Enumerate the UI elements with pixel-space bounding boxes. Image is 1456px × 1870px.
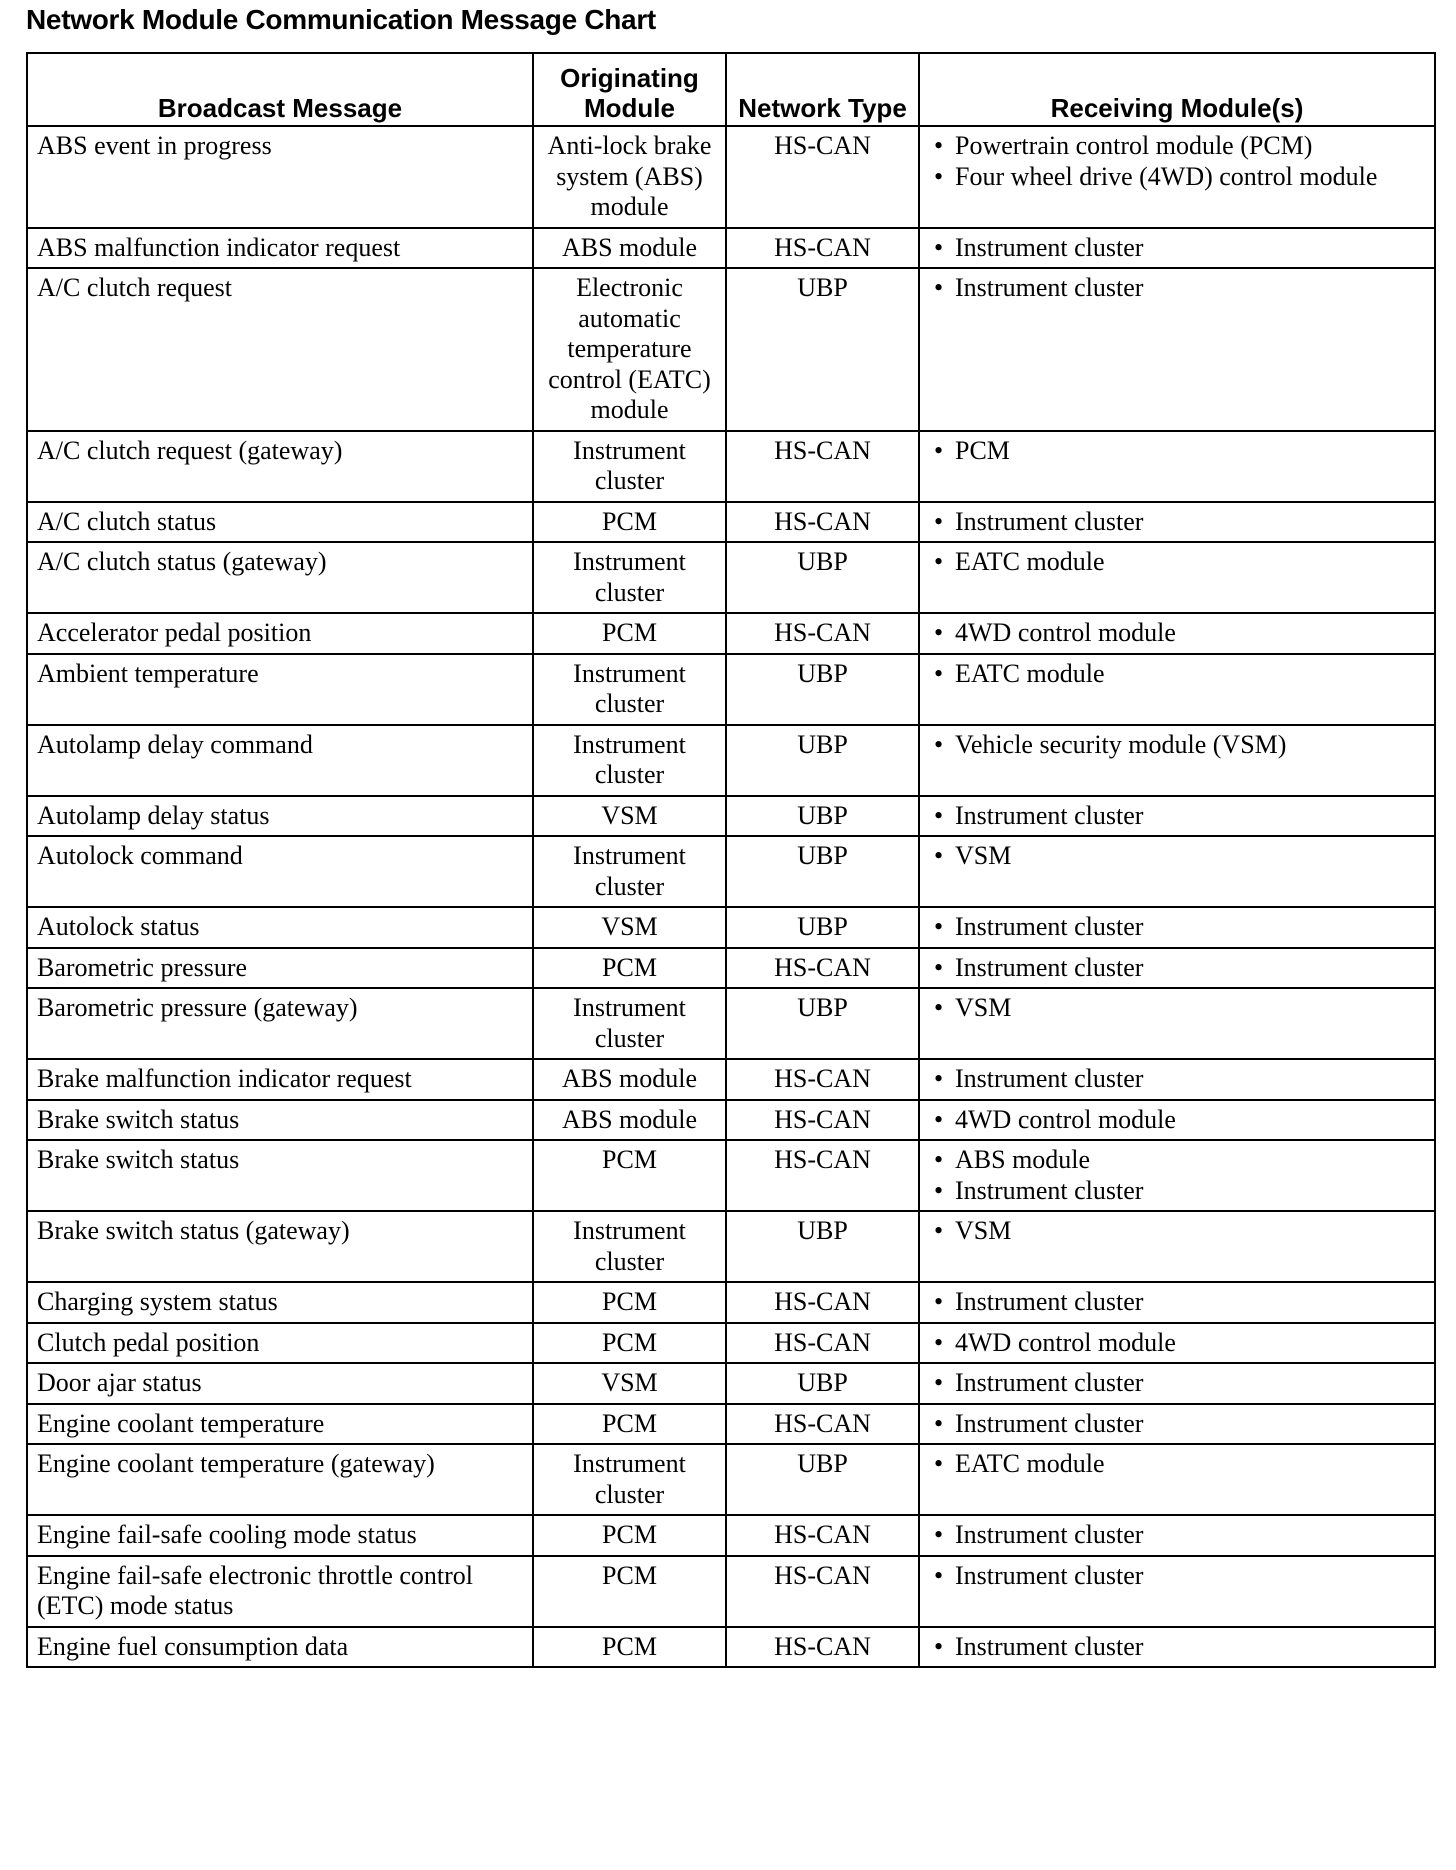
table-row <box>27 1515 1435 1556</box>
originating-module-cell: Instrument cluster <box>533 836 726 907</box>
receiving-modules-list <box>928 273 1426 304</box>
broadcast-message-cell: Accelerator pedal position <box>27 613 533 654</box>
receiving-module-item: • 4WD control module <box>928 1105 1426 1136</box>
table-row <box>27 502 1435 543</box>
receiving-modules-cell <box>919 1140 1435 1211</box>
receiving-modules-cell <box>919 1404 1435 1445</box>
network-type-cell: UBP <box>726 654 919 725</box>
receiving-modules-cell <box>919 988 1435 1059</box>
receiving-modules-cell <box>919 542 1435 613</box>
broadcast-message-cell: Brake malfunction indicator request <box>27 1059 533 1100</box>
receiving-module-item: • Instrument cluster <box>928 953 1426 984</box>
column-header-broadcast-message: Broadcast Message <box>27 53 533 126</box>
originating-module-cell: PCM <box>533 1515 726 1556</box>
header-row <box>27 53 1435 126</box>
receiving-modules-list <box>928 1145 1426 1206</box>
receiving-module-item: • Instrument cluster <box>928 912 1426 943</box>
table-row <box>27 1100 1435 1141</box>
broadcast-message-cell: A/C clutch request (gateway) <box>27 431 533 502</box>
network-type-cell: UBP <box>726 907 919 948</box>
table-row <box>27 1282 1435 1323</box>
network-type-cell: HS-CAN <box>726 1282 919 1323</box>
receiving-module-item: • EATC module <box>928 659 1426 690</box>
receiving-modules-cell <box>919 268 1435 431</box>
originating-module-cell: Anti-lock brake system (ABS) module <box>533 126 726 228</box>
broadcast-message-cell: Door ajar status <box>27 1363 533 1404</box>
broadcast-message-cell: Brake switch status <box>27 1140 533 1211</box>
receiving-module-item: • EATC module <box>928 1449 1426 1480</box>
receiving-modules-cell <box>919 1059 1435 1100</box>
column-header-network-type: Network Type <box>726 53 919 126</box>
broadcast-message-cell: A/C clutch status (gateway) <box>27 542 533 613</box>
originating-module-cell: PCM <box>533 613 726 654</box>
column-header-receiving-modules: Receiving Module(s) <box>919 53 1435 126</box>
network-type-cell: UBP <box>726 796 919 837</box>
receiving-modules-list <box>928 1368 1426 1399</box>
network-type-cell: HS-CAN <box>726 1059 919 1100</box>
receiving-modules-cell <box>919 1100 1435 1141</box>
network-type-cell: UBP <box>726 542 919 613</box>
originating-module-cell: Instrument cluster <box>533 431 726 502</box>
broadcast-message-cell: Engine fail-safe electronic throttle control (ETC) mode status <box>27 1556 533 1627</box>
receiving-modules-cell <box>919 126 1435 228</box>
receiving-modules-list <box>928 233 1426 264</box>
broadcast-message-cell: Brake switch status (gateway) <box>27 1211 533 1282</box>
receiving-modules-list <box>928 1064 1426 1095</box>
network-type-cell: UBP <box>726 1363 919 1404</box>
receiving-modules-cell <box>919 613 1435 654</box>
receiving-modules-cell <box>919 1444 1435 1515</box>
receiving-modules-cell <box>919 948 1435 989</box>
receiving-modules-cell <box>919 1627 1435 1668</box>
network-type-cell: UBP <box>726 268 919 431</box>
originating-module-cell: Electronic automatic temperature control (EATC) module <box>533 268 726 431</box>
network-type-cell: HS-CAN <box>726 1404 919 1445</box>
broadcast-message-cell: Autolock status <box>27 907 533 948</box>
receiving-modules-cell <box>919 502 1435 543</box>
receiving-modules-cell <box>919 1363 1435 1404</box>
originating-module-cell: Instrument cluster <box>533 1444 726 1515</box>
table-row <box>27 613 1435 654</box>
originating-module-cell: PCM <box>533 948 726 989</box>
receiving-module-item: • PCM <box>928 436 1426 467</box>
originating-module-cell: PCM <box>533 1556 726 1627</box>
receiving-module-item: • Vehicle security module (VSM) <box>928 730 1426 761</box>
receiving-module-item: • VSM <box>928 841 1426 872</box>
receiving-module-item: • Instrument cluster <box>928 1561 1426 1592</box>
receiving-module-item: • Instrument cluster <box>928 1064 1426 1095</box>
receiving-module-item: • Instrument cluster <box>928 1520 1426 1551</box>
receiving-module-item: • Instrument cluster <box>928 1409 1426 1440</box>
receiving-modules-list <box>928 131 1426 192</box>
receiving-modules-cell <box>919 1211 1435 1282</box>
receiving-modules-list <box>928 1287 1426 1318</box>
table-row <box>27 126 1435 228</box>
originating-module-cell: Instrument cluster <box>533 988 726 1059</box>
broadcast-message-cell: Barometric pressure <box>27 948 533 989</box>
network-type-cell: HS-CAN <box>726 1100 919 1141</box>
originating-module-cell: Instrument cluster <box>533 542 726 613</box>
originating-module-cell: PCM <box>533 1404 726 1445</box>
message-chart-table <box>26 52 1436 1668</box>
receiving-modules-cell <box>919 1323 1435 1364</box>
receiving-modules-cell <box>919 725 1435 796</box>
broadcast-message-cell: A/C clutch request <box>27 268 533 431</box>
network-type-cell: HS-CAN <box>726 228 919 269</box>
receiving-module-item: • Instrument cluster <box>928 1632 1426 1663</box>
broadcast-message-cell: Ambient temperature <box>27 654 533 725</box>
network-type-cell: UBP <box>726 725 919 796</box>
receiving-module-item: • Four wheel drive (4WD) control module <box>928 162 1426 193</box>
receiving-module-item: • Instrument cluster <box>928 1368 1426 1399</box>
receiving-module-item: • VSM <box>928 1216 1426 1247</box>
receiving-modules-list <box>928 953 1426 984</box>
originating-module-cell: PCM <box>533 1323 726 1364</box>
receiving-modules-list <box>928 730 1426 761</box>
table-row <box>27 1444 1435 1515</box>
originating-module-cell: ABS module <box>533 1059 726 1100</box>
receiving-module-item: • Instrument cluster <box>928 273 1426 304</box>
table-row <box>27 836 1435 907</box>
receiving-modules-cell <box>919 796 1435 837</box>
receiving-module-item: • ABS module <box>928 1145 1426 1176</box>
broadcast-message-cell: A/C clutch status <box>27 502 533 543</box>
broadcast-message-cell: Engine coolant temperature (gateway) <box>27 1444 533 1515</box>
broadcast-message-cell: ABS malfunction indicator request <box>27 228 533 269</box>
broadcast-message-cell: Autolock command <box>27 836 533 907</box>
receiving-modules-list <box>928 1409 1426 1440</box>
table-row <box>27 228 1435 269</box>
network-type-cell: HS-CAN <box>726 1323 919 1364</box>
network-type-cell: UBP <box>726 836 919 907</box>
receiving-module-item: • EATC module <box>928 547 1426 578</box>
receiving-modules-list <box>928 1632 1426 1663</box>
receiving-modules-list <box>928 1216 1426 1247</box>
network-type-cell: HS-CAN <box>726 502 919 543</box>
network-type-cell: HS-CAN <box>726 613 919 654</box>
receiving-modules-list <box>928 993 1426 1024</box>
receiving-modules-list <box>928 912 1426 943</box>
network-type-cell: HS-CAN <box>726 1556 919 1627</box>
receiving-module-item: • Instrument cluster <box>928 507 1426 538</box>
originating-module-cell: PCM <box>533 1282 726 1323</box>
broadcast-message-cell: Autolamp delay command <box>27 725 533 796</box>
receiving-modules-cell <box>919 1556 1435 1627</box>
originating-module-cell: PCM <box>533 1140 726 1211</box>
table-row <box>27 1323 1435 1364</box>
receiving-modules-list <box>928 507 1426 538</box>
column-header-originating-module: Originating Module <box>533 53 726 126</box>
broadcast-message-cell: Engine fail-safe cooling mode status <box>27 1515 533 1556</box>
receiving-modules-cell <box>919 654 1435 725</box>
receiving-modules-list <box>928 801 1426 832</box>
table-row <box>27 1140 1435 1211</box>
receiving-module-item: • Instrument cluster <box>928 233 1426 264</box>
receiving-modules-list <box>928 841 1426 872</box>
table-row <box>27 1363 1435 1404</box>
broadcast-message-cell: Charging system status <box>27 1282 533 1323</box>
receiving-modules-cell <box>919 1515 1435 1556</box>
receiving-modules-cell <box>919 1282 1435 1323</box>
table-row <box>27 796 1435 837</box>
network-type-cell: HS-CAN <box>726 948 919 989</box>
originating-module-cell: PCM <box>533 1627 726 1668</box>
receiving-module-item: • 4WD control module <box>928 618 1426 649</box>
receiving-modules-cell <box>919 907 1435 948</box>
network-type-cell: UBP <box>726 1444 919 1515</box>
table-row <box>27 268 1435 431</box>
network-type-cell: HS-CAN <box>726 1627 919 1668</box>
table-row <box>27 654 1435 725</box>
originating-module-cell: PCM <box>533 502 726 543</box>
broadcast-message-cell: Engine coolant temperature <box>27 1404 533 1445</box>
originating-module-cell: VSM <box>533 796 726 837</box>
originating-module-cell: Instrument cluster <box>533 654 726 725</box>
originating-module-cell: Instrument cluster <box>533 725 726 796</box>
receiving-module-item: • VSM <box>928 993 1426 1024</box>
table-row <box>27 1627 1435 1668</box>
table-row <box>27 1059 1435 1100</box>
originating-module-cell: ABS module <box>533 1100 726 1141</box>
receiving-modules-list <box>928 1520 1426 1551</box>
receiving-module-item: • Instrument cluster <box>928 1176 1426 1207</box>
table-row <box>27 431 1435 502</box>
table-row <box>27 725 1435 796</box>
receiving-module-item: • 4WD control module <box>928 1328 1426 1359</box>
broadcast-message-cell: Brake switch status <box>27 1100 533 1141</box>
receiving-modules-list <box>928 1449 1426 1480</box>
broadcast-message-cell: Autolamp delay status <box>27 796 533 837</box>
network-type-cell: UBP <box>726 988 919 1059</box>
receiving-modules-cell <box>919 228 1435 269</box>
broadcast-message-cell: Engine fuel consumption data <box>27 1627 533 1668</box>
receiving-module-item: • Instrument cluster <box>928 1287 1426 1318</box>
receiving-modules-cell <box>919 836 1435 907</box>
originating-module-cell: ABS module <box>533 228 726 269</box>
broadcast-message-cell: Clutch pedal position <box>27 1323 533 1364</box>
originating-module-cell: VSM <box>533 1363 726 1404</box>
table-row <box>27 1211 1435 1282</box>
receiving-modules-list <box>928 1561 1426 1592</box>
receiving-modules-list <box>928 436 1426 467</box>
table-row <box>27 542 1435 613</box>
table-row <box>27 907 1435 948</box>
network-type-cell: UBP <box>726 1211 919 1282</box>
network-type-cell: HS-CAN <box>726 126 919 228</box>
table-row <box>27 1404 1435 1445</box>
table-row <box>27 1556 1435 1627</box>
originating-module-cell: Instrument cluster <box>533 1211 726 1282</box>
receiving-modules-cell <box>919 431 1435 502</box>
page-title: Network Module Communication Message Chart <box>26 4 656 35</box>
receiving-module-item: • Instrument cluster <box>928 801 1426 832</box>
receiving-modules-list <box>928 659 1426 690</box>
originating-module-cell: VSM <box>533 907 726 948</box>
receiving-modules-list <box>928 618 1426 649</box>
broadcast-message-cell: ABS event in progress <box>27 126 533 228</box>
table-body <box>27 126 1435 1667</box>
table-row <box>27 948 1435 989</box>
receiving-modules-list <box>928 1328 1426 1359</box>
network-type-cell: HS-CAN <box>726 1140 919 1211</box>
broadcast-message-cell: Barometric pressure (gateway) <box>27 988 533 1059</box>
receiving-modules-list <box>928 547 1426 578</box>
receiving-module-item: • Powertrain control module (PCM) <box>928 131 1426 162</box>
receiving-modules-list <box>928 1105 1426 1136</box>
table-row <box>27 988 1435 1059</box>
network-type-cell: HS-CAN <box>726 431 919 502</box>
network-type-cell: HS-CAN <box>726 1515 919 1556</box>
